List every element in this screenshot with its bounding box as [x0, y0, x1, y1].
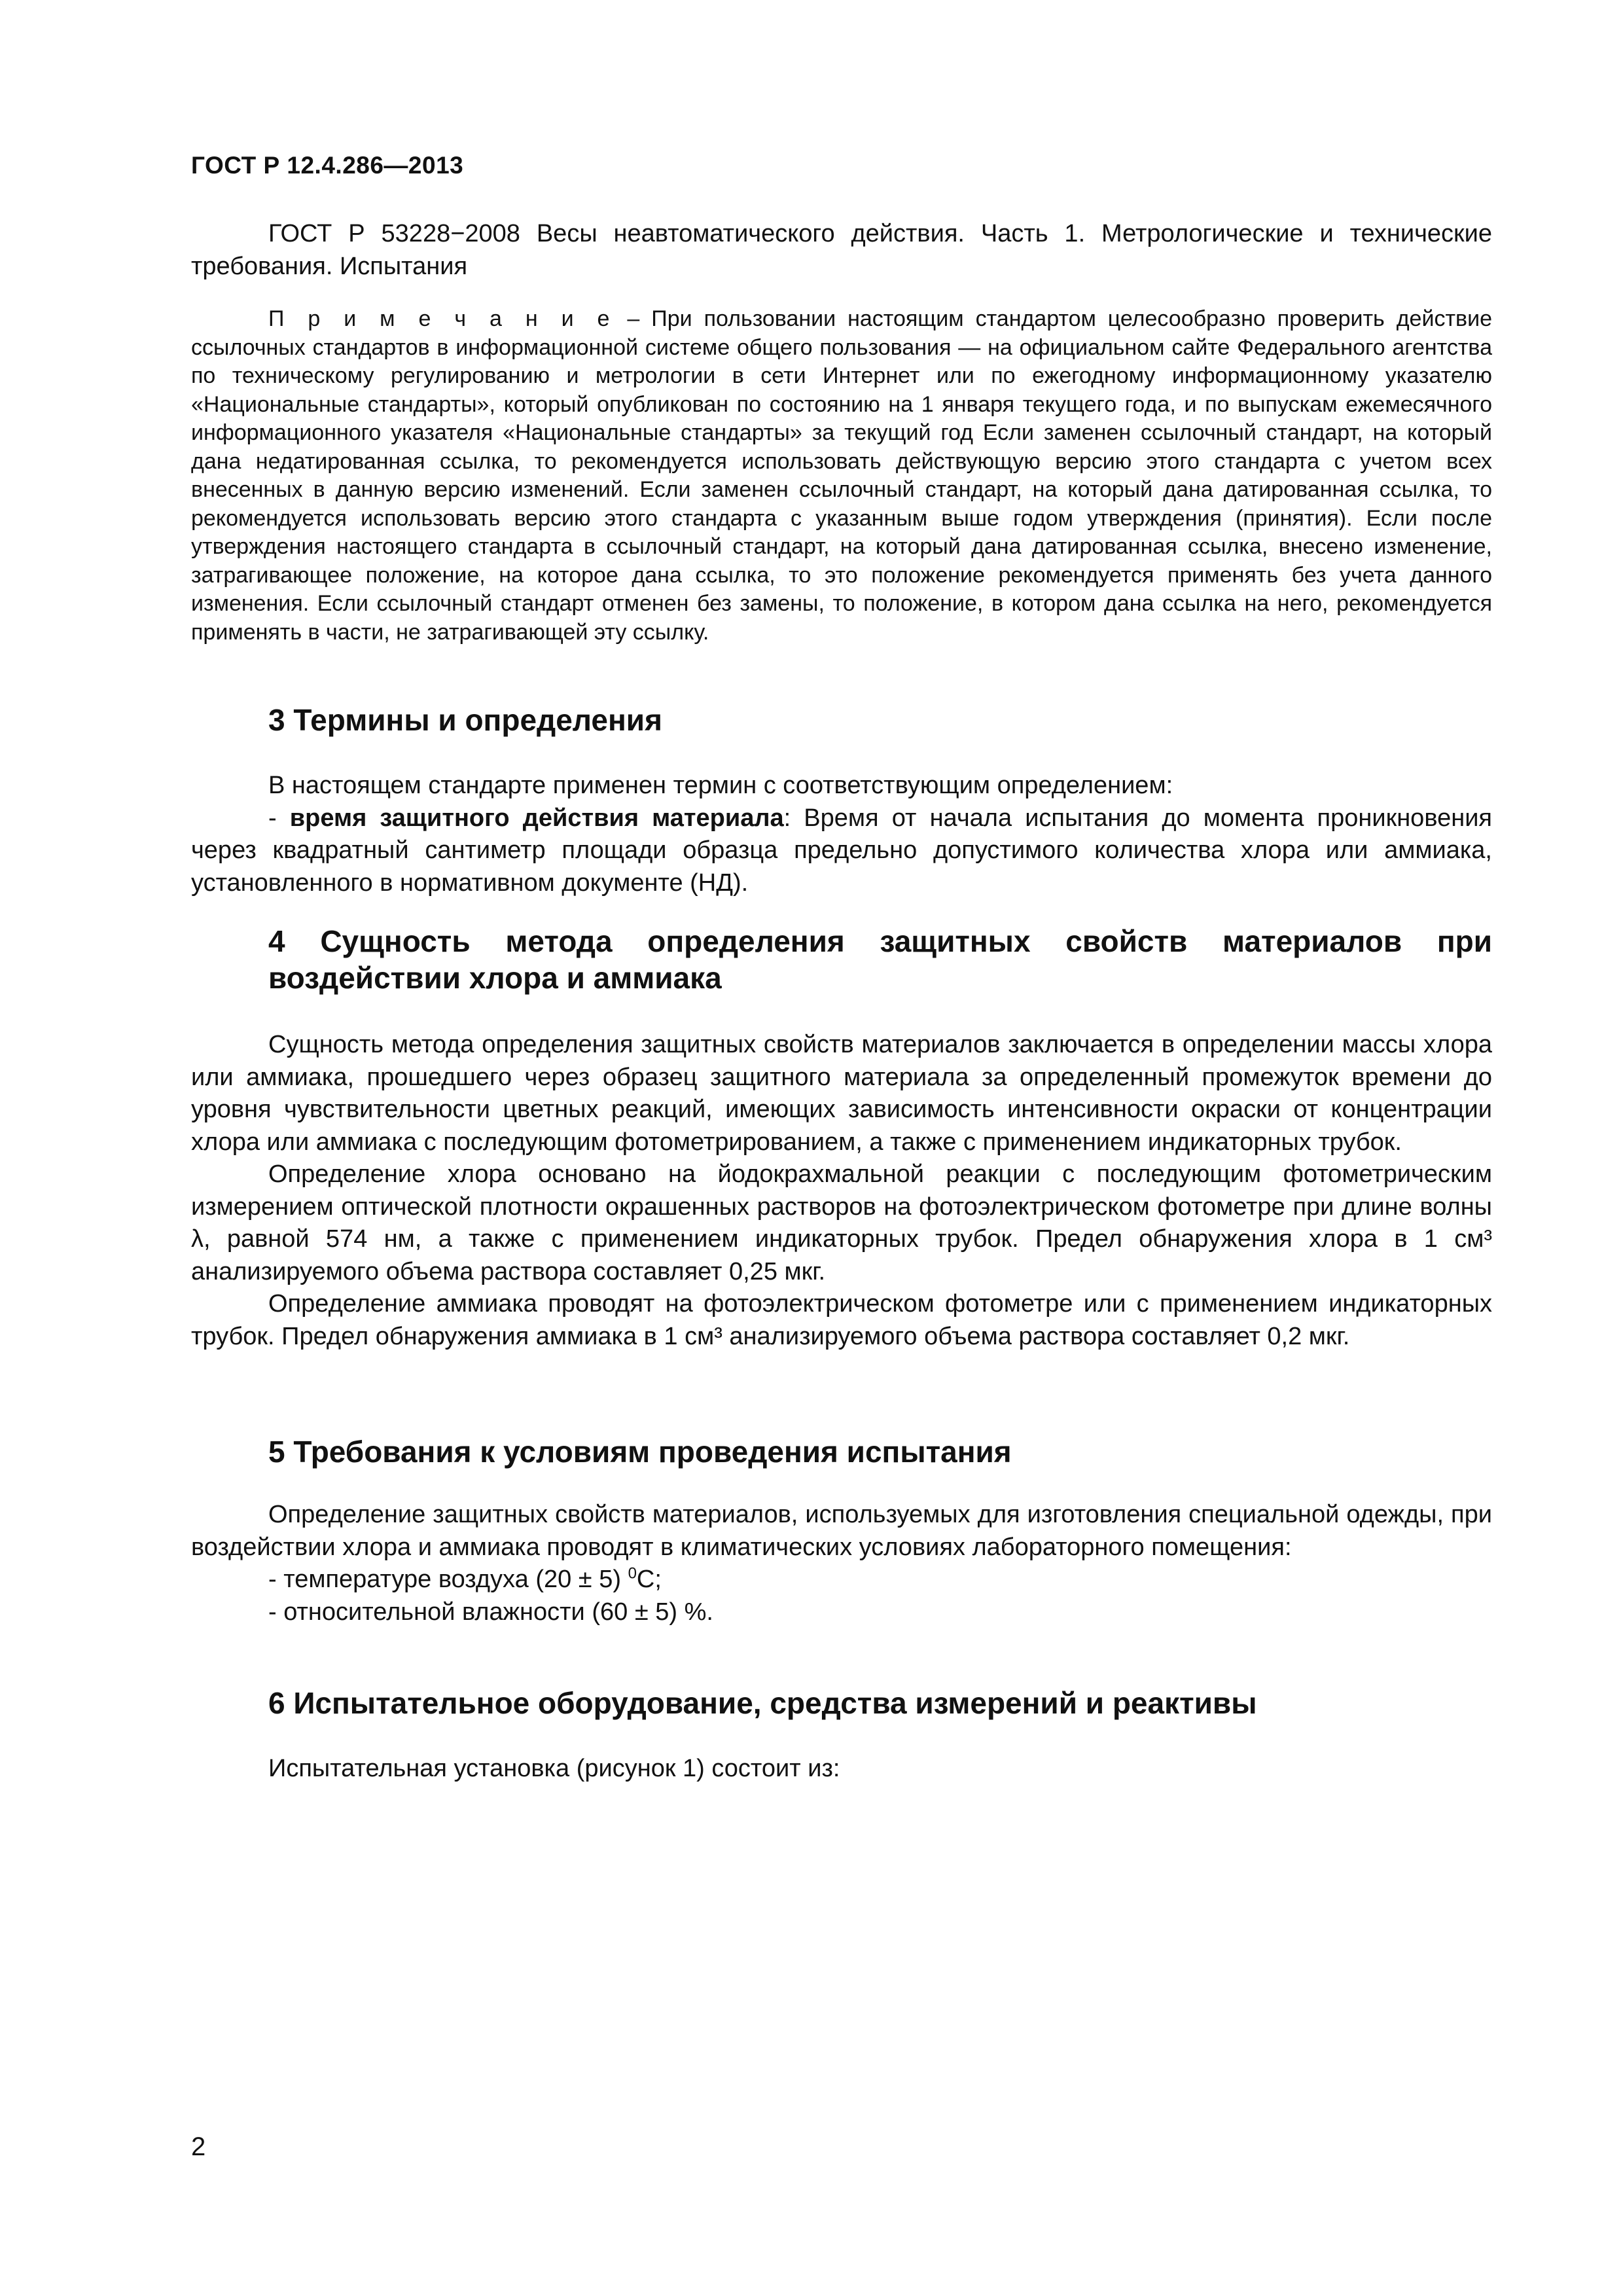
section-4-paragraph-1: Сущность метода определения защитных свойств материалов заключается в определении массы хлора или аммиака, прошедшего через образец защитного материала за определенный промежуток времени до уровня чувствительности цветных реакций, имеющих зависимость интенсивности окраски от концентрации хлора или аммиака с последующим фотометрированием, а также с применением индикаторных трубок.	[191, 1031, 1492, 1156]
section-3-term-definition	[191, 802, 1492, 900]
section-3-title: 3 Термины и определения	[268, 703, 662, 737]
section-6-title: 6 Испытательное оборудование, средства измерений и реактивы	[268, 1686, 1257, 1720]
section-5-body	[191, 1499, 1492, 1628]
section-4-title: 4 Сущность метода определения защитных свойств материалов при воздействии хлора и аммиака	[268, 924, 1492, 995]
note-text: – При пользовании настоящим стандартом целесообразно проверить действие ссылочных стандартов в информационной системе общего пользования — на официальном сайте Федерального агентства по техническому регулированию и метрологии в сети Интернет или по ежегодному информационному указателю «Национальные стандарты», который опубликован по состоянию на 1 января текущего года, и по выпускам ежемесячного информационного указателя «Национальные стандарты» за текущий год Если заменен ссылочный стандарт, на который дана недатированная ссылка, то рекомендуется использовать действующую версию этого стандарта с учетом всех внесенных в данную версию изменений. Если заменен ссылочный стандарт, на который дана датированная ссылка, то рекомендуется использовать версию этого стандарта с указанным выше годом утверждения (принятия). Если после утверждения настоящего стандарта в ссылочный стандарт, на который дана датированная ссылка, внесено изменение, затрагивающее положение, на которое дана ссылка, то это положение рекомендуется применять без учета данного изменения. Если ссылочный стандарт отменен без замены, то положение, в котором дана ссылка на него, рекомендуется применять в части, не затрагивающей эту ссылку.	[191, 306, 1492, 645]
note-label: П р и м е ч а н и е	[268, 306, 616, 331]
degree-superscript: 0	[628, 1564, 637, 1583]
section-4-paragraph-3: Определение аммиака проводят на фотоэлектрическом фотометре или с применением индикаторных трубок. Предел обнаружения аммиака в 1 см³ анализируемого объема раствора составляет 0,2 мкг.	[191, 1290, 1492, 1350]
term-name: время защитного действия материала	[289, 804, 784, 832]
page-number: 2	[191, 2132, 206, 2161]
note-block	[191, 305, 1492, 647]
reference-gost-53228: ГОСТ Р 53228−2008 Весы неавтоматического действия. Часть 1. Метрологические и технические требования. Испытания	[191, 220, 1492, 280]
section-5-item-humidity: - относительной влажности (60 ± 5) %.	[268, 1598, 713, 1626]
term-prefix: -	[268, 804, 290, 832]
section-4-body	[191, 1029, 1492, 1353]
section-6-body	[191, 1753, 1492, 1785]
term-definition: : Время от начала испытания до момента проникновения через квадратный сантиметр площади образца предельно допустимого количества хлора или аммиака, установленного в нормативном документе (НД).	[191, 804, 1492, 897]
section-6-paragraph-1: Испытательная установка (рисунок 1) состоит из:	[268, 1755, 840, 1782]
section-4-paragraph-2: Определение хлора основано на йодокрахмальной реакции с последующим фотометрическим измерением оптической плотности окрашенных растворов на фотоэлектрическом фотометре при длине волны λ, равной 574 нм, а также с применением индикаторных трубок. Предел обнаружения хлора в 1 см³ анализируемого объема раствора составляет 0,25 мкг.	[191, 1160, 1492, 1285]
section-3-intro: В настоящем стандарте применен термин с соответствующим определением:	[268, 772, 1173, 799]
section-3-body	[191, 770, 1492, 899]
section-5-title: 5 Требования к условиям проведения испытания	[268, 1435, 1012, 1469]
section-5-paragraph-1: Определение защитных свойств материалов, используемых для изготовления специальной одежды, при воздействии хлора и аммиака проводят в климатических условиях лабораторного помещения:	[191, 1501, 1492, 1561]
section-5-item-temperature: - температуре воздуха (20 ± 5) $^0$С;	[268, 1564, 662, 1593]
document-code-header: ГОСТ Р 12.4.286—2013	[191, 152, 464, 179]
